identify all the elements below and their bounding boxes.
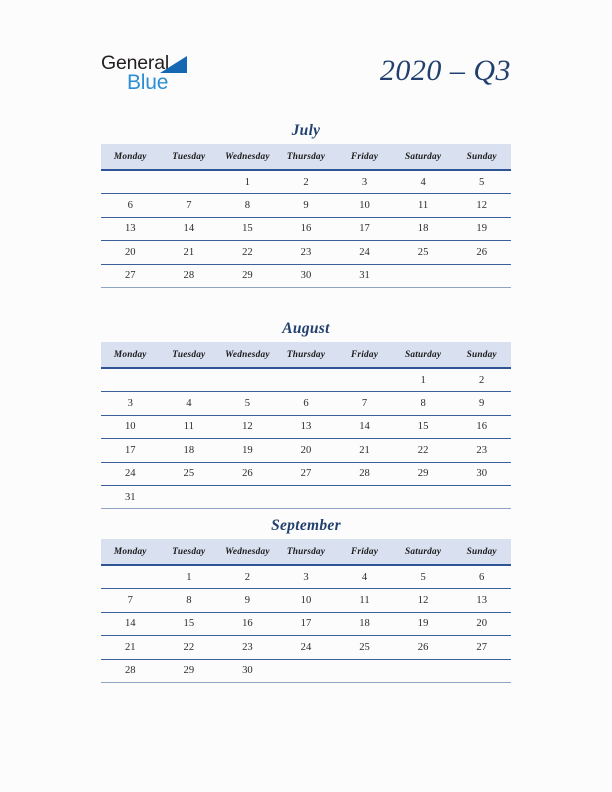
calendar-day-cell[interactable]: 7: [335, 392, 394, 415]
weekday-header-sunday: Sunday: [452, 144, 511, 170]
calendar-week-row: [101, 392, 511, 415]
calendar-day-cell[interactable]: 18: [160, 439, 219, 462]
calendar-day-cell[interactable]: 30: [218, 659, 277, 682]
calendar-day-cell[interactable]: 28: [160, 264, 219, 287]
calendar-day-cell[interactable]: 10: [335, 194, 394, 217]
month-block-august: [101, 318, 511, 509]
calendar-day-cell[interactable]: 18: [394, 217, 453, 240]
page-header: [101, 52, 511, 108]
calendar-week-row: [101, 612, 511, 635]
general-blue-logo: [101, 52, 206, 104]
calendar-day-cell[interactable]: 5: [452, 170, 511, 194]
calendar-day-empty: [335, 659, 394, 682]
calendar-body: [101, 170, 511, 287]
calendar-day-cell[interactable]: 10: [277, 589, 336, 612]
calendar-day-cell[interactable]: 25: [160, 462, 219, 485]
month-title: August: [282, 320, 330, 337]
calendar-day-cell[interactable]: 17: [277, 612, 336, 635]
calendar-day-cell[interactable]: 24: [335, 241, 394, 264]
calendar-week-row: [101, 368, 511, 392]
calendar-day-empty: [218, 485, 277, 508]
calendar-day-cell[interactable]: 11: [160, 415, 219, 438]
calendar-day-cell[interactable]: 4: [394, 170, 453, 194]
calendar-day-cell[interactable]: 10: [101, 415, 160, 438]
calendar-day-cell[interactable]: 17: [335, 217, 394, 240]
weekday-header-sunday: Sunday: [452, 342, 511, 368]
logo-text-blue: Blue: [127, 71, 169, 94]
month-block-september: [101, 515, 511, 683]
calendar-day-cell[interactable]: 13: [101, 217, 160, 240]
calendar-day-cell[interactable]: 3: [277, 565, 336, 589]
weekday-header-thursday: Thursday: [277, 539, 336, 565]
calendar-day-empty: [101, 565, 160, 589]
calendar-day-cell[interactable]: 7: [101, 589, 160, 612]
calendar-day-cell[interactable]: 5: [394, 565, 453, 589]
calendar-day-empty: [452, 659, 511, 682]
calendar-day-cell[interactable]: 20: [101, 241, 160, 264]
calendar-day-cell[interactable]: 30: [452, 462, 511, 485]
calendar-day-cell[interactable]: 6: [101, 194, 160, 217]
calendar-day-empty: [277, 368, 336, 392]
calendar-day-cell[interactable]: 21: [101, 636, 160, 659]
calendar-day-cell[interactable]: 8: [218, 194, 277, 217]
weekday-header-tuesday: Tuesday: [160, 539, 219, 565]
calendar-day-cell[interactable]: 31: [335, 264, 394, 287]
calendar-day-cell[interactable]: 19: [218, 439, 277, 462]
weekday-header-tuesday: Tuesday: [160, 342, 219, 368]
calendar-day-empty: [277, 485, 336, 508]
calendar-day-cell[interactable]: 22: [160, 636, 219, 659]
calendar-day-cell[interactable]: 14: [160, 217, 219, 240]
weekday-header-sunday: Sunday: [452, 539, 511, 565]
calendar-week-row: [101, 217, 511, 240]
calendar-week-row: [101, 485, 511, 508]
calendar-day-cell[interactable]: 16: [218, 612, 277, 635]
calendar-day-cell[interactable]: 24: [277, 636, 336, 659]
calendar-day-cell[interactable]: 20: [452, 612, 511, 635]
calendar-week-row: [101, 170, 511, 194]
calendar-day-cell[interactable]: 27: [277, 462, 336, 485]
calendar-day-cell[interactable]: 12: [394, 589, 453, 612]
calendar-day-cell[interactable]: 2: [452, 368, 511, 392]
calendar-day-cell[interactable]: 6: [452, 565, 511, 589]
calendar-week-row: [101, 264, 511, 287]
weekday-header-friday: Friday: [335, 539, 394, 565]
calendar-day-cell[interactable]: 21: [160, 241, 219, 264]
calendar-day-cell[interactable]: 15: [394, 415, 453, 438]
calendar-day-empty: [394, 485, 453, 508]
calendar-day-cell[interactable]: 2: [277, 170, 336, 194]
calendar-day-cell[interactable]: 17: [101, 439, 160, 462]
calendar-day-empty: [452, 485, 511, 508]
calendar-day-empty: [394, 659, 453, 682]
calendar-day-cell[interactable]: 4: [335, 565, 394, 589]
calendar-day-cell[interactable]: 29: [394, 462, 453, 485]
calendar-day-cell[interactable]: 14: [335, 415, 394, 438]
calendar-day-cell[interactable]: 1: [160, 565, 219, 589]
calendar-day-empty: [452, 264, 511, 287]
weekday-header-saturday: Saturday: [394, 144, 453, 170]
calendar-day-cell[interactable]: 11: [335, 589, 394, 612]
calendar-day-cell[interactable]: 14: [101, 612, 160, 635]
calendar-day-cell[interactable]: 16: [452, 415, 511, 438]
weekday-header-wednesday: Wednesday: [218, 342, 277, 368]
calendar-day-cell[interactable]: 1: [394, 368, 453, 392]
calendar-day-cell[interactable]: 3: [101, 392, 160, 415]
calendar-day-cell[interactable]: 28: [335, 462, 394, 485]
calendar-week-row: [101, 462, 511, 485]
calendar-day-cell[interactable]: 26: [452, 241, 511, 264]
calendar-day-cell[interactable]: 15: [160, 612, 219, 635]
calendar-day-empty: [335, 368, 394, 392]
weekday-header-saturday: Saturday: [394, 342, 453, 368]
logo-text-general: General: [101, 52, 169, 74]
calendar-day-empty: [335, 485, 394, 508]
calendar-day-empty: [160, 170, 219, 194]
calendar-day-cell[interactable]: 7: [160, 194, 219, 217]
month-title: July: [291, 122, 321, 139]
calendar-day-cell[interactable]: 26: [394, 636, 453, 659]
weekday-header-thursday: Thursday: [277, 342, 336, 368]
calendar-day-empty: [394, 264, 453, 287]
calendar-week-row: [101, 589, 511, 612]
calendar-day-empty: [160, 368, 219, 392]
calendar-day-cell[interactable]: 27: [452, 636, 511, 659]
calendar-day-cell[interactable]: 12: [452, 194, 511, 217]
calendar-day-cell[interactable]: 20: [277, 439, 336, 462]
calendar-day-cell[interactable]: 9: [452, 392, 511, 415]
calendar-day-cell[interactable]: 22: [218, 241, 277, 264]
weekday-header-row: [101, 144, 511, 170]
calendar-table-september: [101, 539, 511, 683]
calendar-day-cell[interactable]: 24: [101, 462, 160, 485]
calendar-day-cell[interactable]: 1: [218, 170, 277, 194]
calendar-day-cell[interactable]: 8: [160, 589, 219, 612]
calendar-day-cell[interactable]: 26: [218, 462, 277, 485]
weekday-header-friday: Friday: [335, 144, 394, 170]
calendar-day-cell[interactable]: 22: [394, 439, 453, 462]
calendar-table-july: [101, 144, 511, 288]
weekday-header-row: [101, 539, 511, 565]
calendar-day-cell[interactable]: 8: [394, 392, 453, 415]
weekday-header-monday: Monday: [101, 539, 160, 565]
calendar-week-row: [101, 636, 511, 659]
calendar-day-cell[interactable]: 13: [452, 589, 511, 612]
calendar-week-row: [101, 241, 511, 264]
weekday-header-thursday: Thursday: [277, 144, 336, 170]
calendar-day-cell[interactable]: 30: [277, 264, 336, 287]
calendar-day-cell[interactable]: 29: [218, 264, 277, 287]
calendar-day-cell[interactable]: 23: [218, 636, 277, 659]
calendar-week-row: [101, 194, 511, 217]
calendar-day-cell[interactable]: 2: [218, 565, 277, 589]
weekday-header-monday: Monday: [101, 342, 160, 368]
calendar-day-cell[interactable]: 6: [277, 392, 336, 415]
weekday-header-wednesday: Wednesday: [218, 539, 277, 565]
weekday-header-row: [101, 342, 511, 368]
calendar-week-row: [101, 439, 511, 462]
calendar-body: [101, 565, 511, 682]
calendar-day-cell[interactable]: 3: [335, 170, 394, 194]
calendar-body: [101, 368, 511, 509]
calendar-day-cell[interactable]: 25: [335, 636, 394, 659]
calendar-week-row: [101, 415, 511, 438]
month-block-july: [101, 120, 511, 288]
calendar-day-cell[interactable]: 27: [101, 264, 160, 287]
calendar-day-empty: [218, 368, 277, 392]
weekday-header-wednesday: Wednesday: [218, 144, 277, 170]
calendar-day-cell[interactable]: 11: [394, 194, 453, 217]
calendar-day-empty: [277, 659, 336, 682]
calendar-table-august: [101, 342, 511, 509]
calendar-day-cell[interactable]: 5: [218, 392, 277, 415]
calendar-day-empty: [101, 170, 160, 194]
calendar-day-cell[interactable]: 19: [452, 217, 511, 240]
calendar-day-cell[interactable]: 31: [101, 485, 160, 508]
calendar-day-cell[interactable]: 15: [218, 217, 277, 240]
calendar-week-row: [101, 565, 511, 589]
calendar-day-cell[interactable]: 28: [101, 659, 160, 682]
month-title: September: [271, 517, 341, 534]
calendar-day-cell[interactable]: 9: [218, 589, 277, 612]
calendar-day-cell[interactable]: 29: [160, 659, 219, 682]
calendar-day-cell[interactable]: 19: [394, 612, 453, 635]
calendar-day-empty: [101, 368, 160, 392]
weekday-header-monday: Monday: [101, 144, 160, 170]
calendar-day-cell[interactable]: 12: [218, 415, 277, 438]
calendar-day-cell[interactable]: 25: [394, 241, 453, 264]
calendar-day-cell[interactable]: 13: [277, 415, 336, 438]
calendar-day-cell[interactable]: 18: [335, 612, 394, 635]
calendar-day-cell[interactable]: 23: [277, 241, 336, 264]
calendar-day-cell[interactable]: 9: [277, 194, 336, 217]
page-title: 2020 – Q3: [379, 54, 511, 87]
calendar-week-row: [101, 659, 511, 682]
weekday-header-saturday: Saturday: [394, 539, 453, 565]
weekday-header-friday: Friday: [335, 342, 394, 368]
calendar-day-cell[interactable]: 16: [277, 217, 336, 240]
calendar-day-empty: [160, 485, 219, 508]
calendar-day-cell[interactable]: 23: [452, 439, 511, 462]
weekday-header-tuesday: Tuesday: [160, 144, 219, 170]
calendar-day-cell[interactable]: 21: [335, 439, 394, 462]
calendar-day-cell[interactable]: 4: [160, 392, 219, 415]
